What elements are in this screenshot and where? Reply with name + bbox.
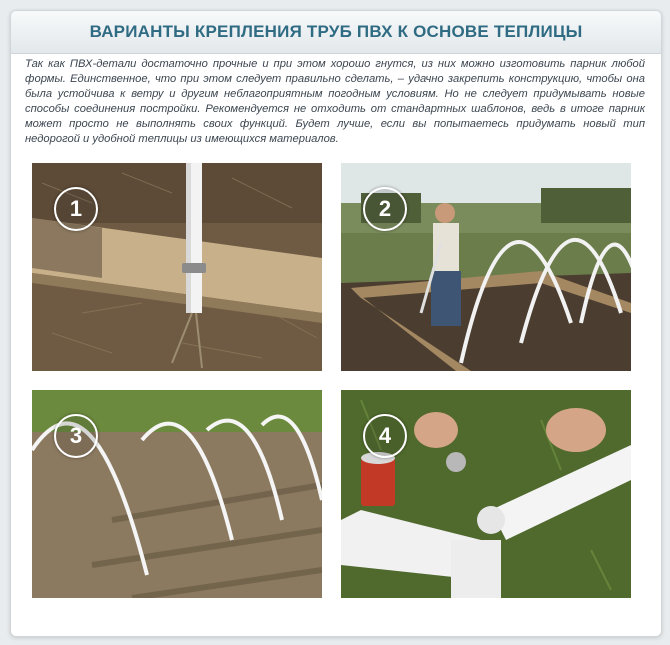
step-number-1: 1 [54, 187, 98, 231]
step-number-4: 4 [363, 414, 407, 458]
title-bar [11, 11, 661, 54]
page-title: ВАРИАНТЫ КРЕПЛЕНИЯ ТРУБ ПВХ К ОСНОВЕ ТЕПЛИЦЫ [89, 22, 583, 41]
panel-1 [32, 163, 322, 371]
panel-4 [341, 390, 631, 598]
intro-paragraph: Так как ПВХ-детали достаточно прочные и при этом хорошо гнутся, из них можно изготовить парник любой формы. Единственное, что при этом следует правильно сделать, – удачно закрепить конструкцию, чтобы она была устойчива к ветру и другим неблагоприятным погодным условиям. Но не следует придумывать новые способы соединения постройки. Рекомендуется не отходить от стандартных шаблонов, ведь в итоге парник может просто не выполнять своих функций. Будет лучше, если вы попытаетесь придумать новый тип недорогой и удобной теплицы из имеющихся материалов. [25, 58, 645, 145]
panel-2 [341, 163, 631, 371]
step-number-2: 2 [363, 187, 407, 231]
infographic-card [10, 10, 662, 637]
step-number-3: 3 [54, 414, 98, 458]
panel-3 [32, 390, 322, 598]
